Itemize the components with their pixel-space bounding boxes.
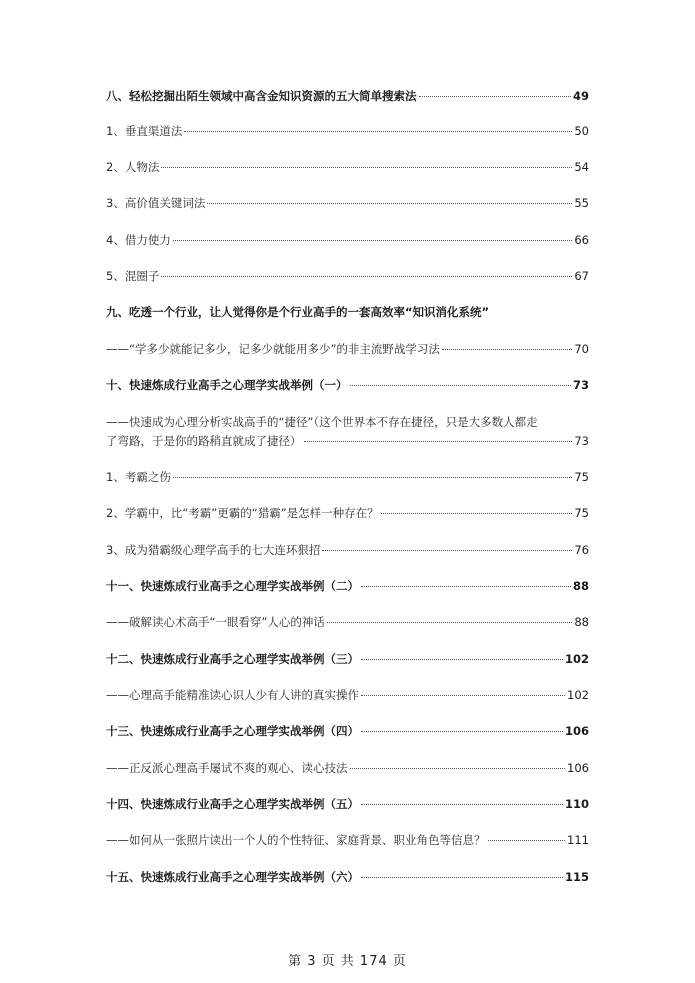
toc-page-number: 50 <box>574 124 589 138</box>
toc-entry-title-line1: ——快速成为心理分析实战高手的“捷径”（这个世界本不存在捷径，只是大多数人都走 <box>106 415 538 429</box>
toc-entry-title: 3、成为猎霸级心理学高手的七大连环狠招 <box>106 543 321 557</box>
toc-entry-title: 八、轻松挖掘出陌生领域中高含金知识资源的五大简单搜索法 <box>106 89 417 103</box>
dot-leader <box>207 203 572 204</box>
toc-entry-11[interactable] <box>106 579 589 593</box>
dot-leader <box>161 276 572 277</box>
dot-leader <box>361 659 563 660</box>
toc-entry-title: 十三、快速炼成行业高手之心理学实战举例（四） <box>106 724 359 738</box>
toc-entry-title: ——正反派心理高手屡试不爽的观心、读心技法 <box>106 761 348 775</box>
toc-page-number: 88 <box>572 579 589 593</box>
dot-leader <box>488 840 566 841</box>
toc-entry-8-4[interactable] <box>106 233 589 247</box>
toc-entry-8-2[interactable] <box>106 160 589 174</box>
toc-entry-title-line2-row <box>106 432 589 451</box>
toc-entry-10-1[interactable] <box>106 470 589 484</box>
toc-entry-title: ——如何从一张照片读出一个人的个性特征、家庭背景、职业角色等信息？ <box>106 833 486 847</box>
dot-leader <box>161 167 572 168</box>
dot-leader <box>327 622 572 623</box>
toc-entry-title-line2: 了弯路，于是你的路稍直就成了捷径） <box>106 434 302 448</box>
toc-entry-12-sub[interactable] <box>106 688 589 702</box>
dot-leader <box>361 804 563 805</box>
toc-entry-title: ——破解读心术高手“一眼看穿”人心的神话 <box>106 615 325 629</box>
toc-entry-12[interactable] <box>106 652 589 666</box>
toc-entry-10-2[interactable] <box>106 506 589 520</box>
toc-entry-title: ——“学多少就能记多少，记多少就能用多少”的非主流野战学习法 <box>106 342 440 356</box>
page-footer: 第 3 页 共 174 页 <box>288 954 407 969</box>
toc-entry-13[interactable] <box>106 724 589 738</box>
toc-entry-title: 2、学霸中，比“考霸”更霸的“猎霸”是怎样一种存在？ <box>106 506 379 520</box>
toc-entry-title: 十二、快速炼成行业高手之心理学实战举例（三） <box>106 652 359 666</box>
toc-page-number: 49 <box>572 89 589 103</box>
toc-entry-15[interactable] <box>106 870 589 884</box>
toc-entry-title: ——心理高手能精准读心识人少有人讲的真实操作 <box>106 688 359 702</box>
toc-entry-9-sub[interactable] <box>106 342 589 356</box>
toc-entry-title: 4、借力使力 <box>106 233 171 247</box>
toc-page-number: 75 <box>574 470 589 484</box>
dot-leader <box>173 477 573 478</box>
toc-entry-title: 十、快速炼成行业高手之心理学实战举例（一） <box>106 378 348 392</box>
dot-leader <box>350 768 566 769</box>
toc-page-number: 111 <box>567 833 589 847</box>
toc-entry-11-sub[interactable] <box>106 615 589 629</box>
toc-entry-14-sub[interactable] <box>106 833 589 847</box>
toc-entry-14[interactable] <box>106 797 589 811</box>
toc-page-number: 115 <box>564 870 589 884</box>
toc-entry-8-3[interactable] <box>106 196 589 210</box>
dot-leader <box>361 695 565 696</box>
toc-page-number: 66 <box>574 233 589 247</box>
dot-leader <box>361 731 563 732</box>
dot-leader <box>442 349 572 350</box>
dot-leader <box>173 240 573 241</box>
dot-leader <box>304 441 573 442</box>
dot-leader <box>322 550 572 551</box>
toc-entry-9[interactable]: 九、吃透一个行业，让人觉得你是个行业高手的一套高效率“知识消化系统” <box>106 305 490 319</box>
toc-page-number: 110 <box>564 797 589 811</box>
dot-leader <box>381 513 573 514</box>
toc-page-number: 76 <box>574 543 589 557</box>
toc-page-number: 73 <box>572 378 589 392</box>
toc-entry-title: 1、考霸之伤 <box>106 470 171 484</box>
toc-page-number: 67 <box>574 269 589 283</box>
toc-page-number: 55 <box>574 196 589 210</box>
toc-page-number: 106 <box>564 724 589 738</box>
toc-page-number: 54 <box>574 160 589 174</box>
dot-leader <box>184 131 572 132</box>
toc-entry-10-3[interactable] <box>106 543 589 557</box>
toc-entry-title: 2、人物法 <box>106 160 160 174</box>
dot-leader <box>361 877 563 878</box>
toc-entry-title: 十一、快速炼成行业高手之心理学实战举例（二） <box>106 579 359 593</box>
toc-entry-8[interactable] <box>106 89 589 103</box>
toc-page-number: 70 <box>574 342 589 356</box>
toc-entry-10[interactable] <box>106 378 589 392</box>
toc-entry-title: 1、垂直渠道法 <box>106 124 183 138</box>
toc-entry-8-5[interactable] <box>106 269 589 283</box>
toc-page-number: 106 <box>567 761 589 775</box>
toc-entry-title: 十四、快速炼成行业高手之心理学实战举例（五） <box>106 797 359 811</box>
toc-entry-title: 3、高价值关键词法 <box>106 196 206 210</box>
toc-page-number: 102 <box>567 688 589 702</box>
toc-page-number: 73 <box>574 434 589 448</box>
toc-entry-10-sub[interactable] <box>106 413 589 451</box>
toc-entry-8-1[interactable] <box>106 124 589 138</box>
toc-entry-13-sub[interactable] <box>106 761 589 775</box>
toc-page-number: 88 <box>574 615 589 629</box>
toc-page-number: 102 <box>564 652 589 666</box>
dot-leader <box>419 96 571 97</box>
dot-leader <box>350 385 571 386</box>
toc-entry-title: 5、混圈子 <box>106 269 160 283</box>
toc-entry-title: 十五、快速炼成行业高手之心理学实战举例（六） <box>106 870 359 884</box>
dot-leader <box>361 586 571 587</box>
toc-page-number: 75 <box>574 506 589 520</box>
